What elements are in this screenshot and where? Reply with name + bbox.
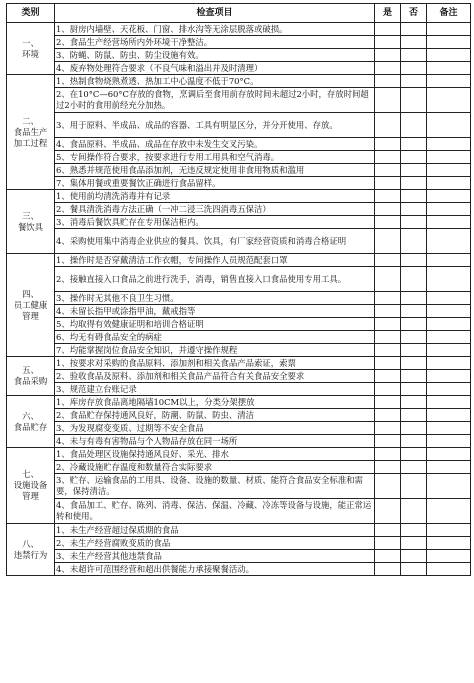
table-row [7, 435, 471, 448]
remark-cell[interactable] [427, 164, 471, 177]
table-row [7, 203, 471, 216]
no-cell[interactable] [401, 318, 427, 331]
no-cell[interactable] [401, 331, 427, 344]
category-cell: 八、 违禁行为 [7, 524, 55, 576]
yes-cell[interactable] [375, 318, 401, 331]
yes-cell[interactable] [375, 36, 401, 49]
check-item: 3、防蝇、防鼠、防虫、防尘设施有效。 [55, 49, 375, 62]
check-item: 6、均无有碍食品安全的病症 [55, 331, 375, 344]
check-item: 1、按要求对采购的食品原料、添加剂和相关食品产品索证，索票 [55, 357, 375, 370]
remark-cell[interactable] [427, 138, 471, 151]
no-cell[interactable] [401, 524, 427, 537]
inspection-sheet [6, 3, 470, 576]
table-row [7, 344, 471, 357]
check-item: 4、废弃物处理符合要求（不良气味和溢出并及时清理） [55, 62, 375, 75]
remark-cell[interactable] [427, 49, 471, 62]
remark-cell[interactable] [427, 36, 471, 49]
yes-cell[interactable] [375, 344, 401, 357]
check-item: 3、用于原料、半成品、成品的容器、工具有明显区分，并分开使用、存放。 [55, 113, 375, 138]
yes-cell[interactable] [375, 524, 401, 537]
check-item: 4、采购使用集中消毒企业供应的餐具、饮具，有厂家经营资质和消毒合格证明 [55, 229, 375, 254]
no-cell[interactable] [401, 357, 427, 370]
table-row [7, 474, 471, 499]
no-cell[interactable] [401, 305, 427, 318]
check-item: 2、验收食品及原料、添加剂和相关食品产品符合有关食品安全要求 [55, 370, 375, 383]
no-cell[interactable] [401, 177, 427, 190]
check-item: 7、集体用餐或重要餐饮正确进行食品留样。 [55, 177, 375, 190]
table-row [7, 461, 471, 474]
check-item: 1、操作时是否穿戴清洁工作衣帽，专间操作人员规范配套口罩 [55, 254, 375, 267]
header-item: 检查项目 [55, 4, 375, 23]
category-cell: 六、 食品贮存 [7, 396, 55, 448]
table-row [7, 305, 471, 318]
remark-cell[interactable] [427, 448, 471, 461]
yes-cell[interactable] [375, 151, 401, 164]
check-item: 2、未生产经营腐败变质的食品 [55, 537, 375, 550]
yes-cell[interactable] [375, 563, 401, 576]
no-cell[interactable] [401, 422, 427, 435]
yes-cell[interactable] [375, 49, 401, 62]
table-row [7, 177, 471, 190]
check-item: 2、餐具清洗消毒方法正确（一冲二浸三洗四消毒五保洁） [55, 203, 375, 216]
table-row [7, 138, 471, 151]
yes-cell[interactable] [375, 409, 401, 422]
remark-cell[interactable] [427, 318, 471, 331]
table-row [7, 36, 471, 49]
yes-cell[interactable] [375, 383, 401, 396]
check-item: 3、操作时无其他不良卫生习惯。 [55, 292, 375, 305]
no-cell[interactable] [401, 138, 427, 151]
remark-cell[interactable] [427, 550, 471, 563]
table-row [7, 75, 471, 88]
remark-cell[interactable] [427, 474, 471, 499]
remark-cell[interactable] [427, 461, 471, 474]
header-no: 否 [401, 4, 427, 23]
no-cell[interactable] [401, 36, 427, 49]
remark-cell[interactable] [427, 344, 471, 357]
table-row [7, 370, 471, 383]
check-item: 5、均取得有效健康证明和培训合格证明 [55, 318, 375, 331]
no-cell[interactable] [401, 267, 427, 292]
yes-cell[interactable] [375, 75, 401, 88]
check-item: 1、厨房内墙壁、天花板、门窗、排水沟等无涂层脱落或破损。 [55, 23, 375, 36]
check-item: 3、消毒后餐饮具贮存在专用保洁柜内。 [55, 216, 375, 229]
no-cell[interactable] [401, 344, 427, 357]
remark-cell[interactable] [427, 151, 471, 164]
no-cell[interactable] [401, 88, 427, 113]
no-cell[interactable] [401, 383, 427, 396]
no-cell[interactable] [401, 563, 427, 576]
no-cell[interactable] [401, 164, 427, 177]
category-cell: 五、 食品采购 [7, 357, 55, 396]
yes-cell[interactable] [375, 461, 401, 474]
check-item: 7、均能掌握岗位食品安全知识，并遵守操作规程 [55, 344, 375, 357]
yes-cell[interactable] [375, 203, 401, 216]
check-item: 4、未与有毒有害物品与个人物品存放在同一场所 [55, 435, 375, 448]
no-cell[interactable] [401, 151, 427, 164]
yes-cell[interactable] [375, 499, 401, 524]
category-cell: 二、 食品生产 加工过程 [7, 75, 55, 190]
check-item: 2、食品贮存保持通风良好，防潮、防鼠、防虫、清洁 [55, 409, 375, 422]
check-item: 3、贮存、运输食品的工用具、设备、设施的数量、材质、能符合食品安全标准和需要，保持清洁。 [55, 474, 375, 499]
remark-cell[interactable] [427, 62, 471, 75]
no-cell[interactable] [401, 550, 427, 563]
yes-cell[interactable] [375, 435, 401, 448]
check-item: 3、规范建立台账记录 [55, 383, 375, 396]
check-item: 1、使用前均清洗消毒并有记录 [55, 190, 375, 203]
remark-cell[interactable] [427, 216, 471, 229]
no-cell[interactable] [401, 537, 427, 550]
check-item: 4、食品原料、半成品、成品在存放中未发生交叉污染。 [55, 138, 375, 151]
no-cell[interactable] [401, 229, 427, 254]
category-cell: 四、 员工健康 管理 [7, 254, 55, 357]
table-body [7, 23, 471, 576]
remark-cell[interactable] [427, 292, 471, 305]
remark-cell[interactable] [427, 88, 471, 113]
no-cell[interactable] [401, 75, 427, 88]
remark-cell[interactable] [427, 409, 471, 422]
check-item: 3、为发现腐变变质、过期等不安全食品 [55, 422, 375, 435]
check-item: 5、专间操作符合要求，按要求进行专用工用具和空气消毒。 [55, 151, 375, 164]
header-row [7, 4, 471, 23]
table-row [7, 151, 471, 164]
table-row [7, 396, 471, 409]
no-cell[interactable] [401, 292, 427, 305]
yes-cell[interactable] [375, 474, 401, 499]
no-cell[interactable] [401, 113, 427, 138]
table-row [7, 216, 471, 229]
no-cell[interactable] [401, 216, 427, 229]
no-cell[interactable] [401, 435, 427, 448]
yes-cell[interactable] [375, 550, 401, 563]
table-row [7, 383, 471, 396]
check-item: 2、在10°C—60°C存放的食物，烹调后至食用前存放时间未超过2小时，存放时间超过2小时的食用前经充分加热。 [55, 88, 375, 113]
yes-cell[interactable] [375, 138, 401, 151]
remark-cell[interactable] [427, 563, 471, 576]
yes-cell[interactable] [375, 331, 401, 344]
remark-cell[interactable] [427, 267, 471, 292]
check-item: 2、食品生产经营场所内外环境干净整洁。 [55, 36, 375, 49]
table-row [7, 164, 471, 177]
check-item: 1、库房存放食品离地隔墙10CM以上，分类分架摆放 [55, 396, 375, 409]
remark-cell[interactable] [427, 331, 471, 344]
remark-cell[interactable] [427, 190, 471, 203]
remark-cell[interactable] [427, 499, 471, 524]
table-row [7, 448, 471, 461]
table-row [7, 113, 471, 138]
remark-cell[interactable] [427, 396, 471, 409]
header-remark: 备注 [427, 4, 471, 23]
category-cell: 一、 环境 [7, 23, 55, 75]
yes-cell[interactable] [375, 88, 401, 113]
table-row [7, 267, 471, 292]
yes-cell[interactable] [375, 62, 401, 75]
table-row [7, 190, 471, 203]
yes-cell[interactable] [375, 292, 401, 305]
remark-cell[interactable] [427, 370, 471, 383]
check-item: 1、食品处理区设施保持通风良好、采光、排水 [55, 448, 375, 461]
yes-cell[interactable] [375, 216, 401, 229]
table-row [7, 499, 471, 524]
no-cell[interactable] [401, 461, 427, 474]
yes-cell[interactable] [375, 229, 401, 254]
yes-cell[interactable] [375, 537, 401, 550]
check-item: 4、未留长指甲或涂指甲油，戴戒指等 [55, 305, 375, 318]
no-cell[interactable] [401, 203, 427, 216]
table-row [7, 409, 471, 422]
no-cell[interactable] [401, 23, 427, 36]
check-item: 4、未超许可范围经营和超出供餐能力承接聚餐活动。 [55, 563, 375, 576]
table-row [7, 23, 471, 36]
yes-cell[interactable] [375, 177, 401, 190]
table-row [7, 331, 471, 344]
check-item: 4、食品加工、贮存、陈列、消毒、保洁、保温、冷藏、冷冻等设备与设施，能正常运转和使用。 [55, 499, 375, 524]
table-row [7, 524, 471, 537]
inspection-table [6, 3, 471, 576]
remark-cell[interactable] [427, 75, 471, 88]
check-item: 3、未生产经营其他违禁食品 [55, 550, 375, 563]
category-cell: 七、 设施设备 管理 [7, 448, 55, 524]
table-row [7, 88, 471, 113]
yes-cell[interactable] [375, 164, 401, 177]
remark-cell[interactable] [427, 383, 471, 396]
table-row [7, 422, 471, 435]
check-item: 1、未生产经营超过保质期的食品 [55, 524, 375, 537]
yes-cell[interactable] [375, 113, 401, 138]
check-item: 6、熟悉并规范使用食品添加剂，无违反规定使用非食用物质和滥用 [55, 164, 375, 177]
table-row [7, 62, 471, 75]
category-cell: 三、 餐饮具 [7, 190, 55, 254]
remark-cell[interactable] [427, 254, 471, 267]
yes-cell[interactable] [375, 254, 401, 267]
yes-cell[interactable] [375, 357, 401, 370]
yes-cell[interactable] [375, 422, 401, 435]
remark-cell[interactable] [427, 229, 471, 254]
yes-cell[interactable] [375, 448, 401, 461]
remark-cell[interactable] [427, 357, 471, 370]
remark-cell[interactable] [427, 23, 471, 36]
yes-cell[interactable] [375, 23, 401, 36]
yes-cell[interactable] [375, 190, 401, 203]
no-cell[interactable] [401, 254, 427, 267]
table-row [7, 254, 471, 267]
remark-cell[interactable] [427, 435, 471, 448]
table-row [7, 563, 471, 576]
no-cell[interactable] [401, 62, 427, 75]
header-category: 类别 [7, 4, 55, 23]
yes-cell[interactable] [375, 370, 401, 383]
no-cell[interactable] [401, 396, 427, 409]
yes-cell[interactable] [375, 396, 401, 409]
no-cell[interactable] [401, 448, 427, 461]
remark-cell[interactable] [427, 537, 471, 550]
table-row [7, 49, 471, 62]
yes-cell[interactable] [375, 267, 401, 292]
remark-cell[interactable] [427, 113, 471, 138]
table-row [7, 550, 471, 563]
no-cell[interactable] [401, 49, 427, 62]
no-cell[interactable] [401, 409, 427, 422]
no-cell[interactable] [401, 474, 427, 499]
remark-cell[interactable] [427, 524, 471, 537]
yes-cell[interactable] [375, 305, 401, 318]
check-item: 1、热制食物烧熟煮透、热加工中心温度不低于70°C。 [55, 75, 375, 88]
remark-cell[interactable] [427, 177, 471, 190]
table-row [7, 318, 471, 331]
no-cell[interactable] [401, 370, 427, 383]
no-cell[interactable] [401, 499, 427, 524]
table-row [7, 292, 471, 305]
header-yes: 是 [375, 4, 401, 23]
no-cell[interactable] [401, 190, 427, 203]
table-row [7, 357, 471, 370]
remark-cell[interactable] [427, 422, 471, 435]
table-row [7, 537, 471, 550]
remark-cell[interactable] [427, 305, 471, 318]
table-row [7, 229, 471, 254]
check-item: 2、冷藏设施贮存温度和数量符合实际要求 [55, 461, 375, 474]
remark-cell[interactable] [427, 203, 471, 216]
check-item: 2、接触直接入口食品之前进行洗手，消毒，销售直接入口食品使用专用工具。 [55, 267, 375, 292]
